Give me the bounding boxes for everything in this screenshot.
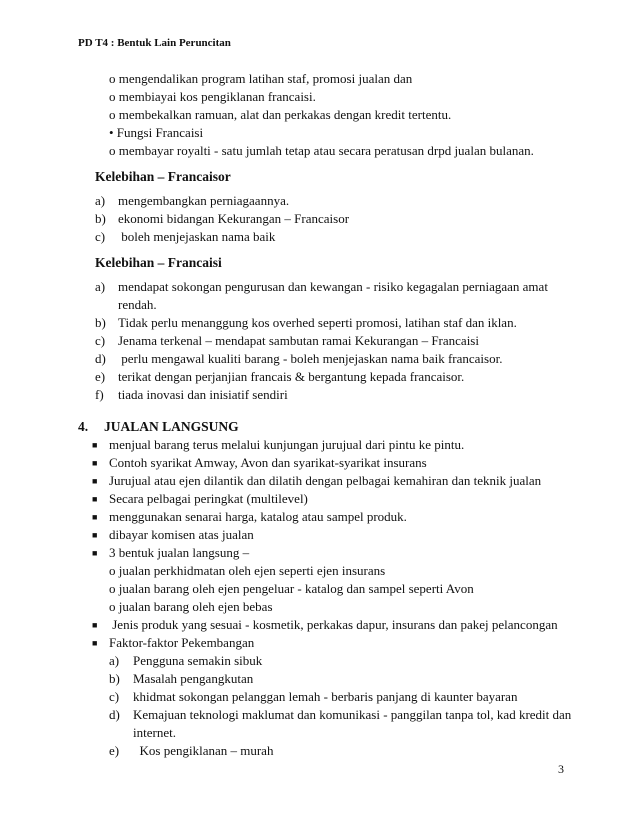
bullet-item <box>78 490 578 508</box>
list-marker: d) <box>95 351 106 366</box>
factor-item <box>78 670 578 688</box>
factor-item <box>78 688 578 706</box>
bullet-item <box>78 508 578 526</box>
sub-line: o jualan barang oleh ejen bebas <box>109 599 273 614</box>
square-bullet-icon: ■ <box>92 530 98 540</box>
list-marker: e) <box>95 369 106 384</box>
intro-line: o mengendalikan program latihan staf, promosi jualan dan <box>109 71 413 86</box>
list-item <box>78 332 578 350</box>
factor-item <box>78 652 578 670</box>
list-text: perlu mengawal kualiti barang - boleh menjejaskan nama baik francaisor. <box>118 351 503 366</box>
bullet-item <box>78 454 578 472</box>
list-marker: c) <box>95 333 106 348</box>
square-bullet-icon: ■ <box>92 548 98 558</box>
list-marker: e) <box>109 743 120 758</box>
list-text: Tidak perlu menanggung kos overhed seperti promosi, latihan staf dan iklan. <box>118 315 517 330</box>
list-item <box>78 210 578 228</box>
list-marker: f) <box>95 387 104 402</box>
list-marker: c) <box>109 689 120 704</box>
square-bullet-icon: ■ <box>92 440 98 450</box>
bullet-text: Faktor-faktor Pekembangan <box>109 635 255 650</box>
list-text-continuation: internet. <box>133 725 176 740</box>
list-item <box>78 278 578 296</box>
list-item <box>78 368 578 386</box>
bullet-text: menggunakan senarai harga, katalog atau sampel produk. <box>109 509 407 524</box>
list-item <box>78 350 578 368</box>
list-text: boleh menjejaskan nama baik <box>118 229 276 244</box>
square-bullet-icon: ■ <box>92 458 98 468</box>
list-item <box>78 386 578 404</box>
bullet-item <box>78 436 578 454</box>
bullet-text: dibayar komisen atas jualan <box>109 527 254 542</box>
list-text-continuation: rendah. <box>118 297 157 312</box>
bullet-text: Contoh syarikat Amway, Avon dan syarikat-syarikat insurans <box>109 455 427 470</box>
bullet-item <box>78 634 578 652</box>
intro-line: o membiayai kos pengiklanan francaisi. <box>109 89 316 104</box>
sub-line: o jualan perkhidmatan oleh ejen seperti ejen insurans <box>109 563 386 578</box>
list-marker: a) <box>95 193 106 208</box>
list-marker: a) <box>109 653 120 668</box>
list-text: mendapat sokongan pengurusan dan kewangan - risiko kegagalan perniagaan amat <box>118 279 548 294</box>
bullet-item <box>78 472 578 490</box>
square-bullet-icon: ■ <box>92 620 98 630</box>
bullet-text: 3 bentuk jualan langsung – <box>109 545 250 560</box>
document-body <box>78 70 578 760</box>
intro-line: o membayar royalti - satu jumlah tetap atau secara peratusan drpd jualan bulanan. <box>109 143 534 158</box>
list-text: Masalah pengangkutan <box>133 671 254 686</box>
bullet-text: menjual barang terus melalui kunjungan jurujual dari pintu ke pintu. <box>109 437 465 452</box>
list-text: terikat dengan perjanjian francais & bergantung kepada francaisor. <box>118 369 465 384</box>
list-item <box>78 228 578 246</box>
list-marker: c) <box>95 229 106 244</box>
list-marker: d) <box>109 707 120 722</box>
bullet-item <box>78 544 578 562</box>
list-marker: b) <box>95 315 106 330</box>
bullet-text: Jurujual atau ejen dilantik dan dilatih dengan pelbagai kemahiran dan teknik jualan <box>109 473 542 488</box>
list-text: Kos pengiklanan – murah <box>133 743 274 758</box>
heading-franchisee: Kelebihan – Francaisi <box>95 255 222 270</box>
list-text: Jenama terkenal – mendapat sambutan ramai Kekurangan – Francaisi <box>118 333 479 348</box>
square-bullet-icon: ■ <box>92 638 98 648</box>
list-text: Pengguna semakin sibuk <box>133 653 263 668</box>
list-item <box>78 314 578 332</box>
heading-franchisor: Kelebihan – Francaisor <box>95 169 231 184</box>
bullet-text: Jenis produk yang sesuai - kosmetik, perkakas dapur, insurans dan pakej pelancongan <box>109 617 558 632</box>
bullet-text: Secara pelbagai peringkat (multilevel) <box>109 491 308 506</box>
intro-line: • Fungsi Francaisi <box>109 125 204 140</box>
sub-line: o jualan barang oleh ejen pengeluar - katalog dan sampel seperti Avon <box>109 581 474 596</box>
list-marker: b) <box>95 211 106 226</box>
page-number: 3 <box>558 762 564 776</box>
square-bullet-icon: ■ <box>92 476 98 486</box>
square-bullet-icon: ■ <box>92 512 98 522</box>
page-header: PD T4 : Bentuk Lain Peruncitan <box>78 37 231 49</box>
list-marker: a) <box>95 279 106 294</box>
list-text: Kemajuan teknologi maklumat dan komunikasi - panggilan tanpa tol, kad kredit dan <box>133 707 572 722</box>
list-text: ekonomi bidangan Kekurangan – Francaisor <box>118 211 350 226</box>
bullet-item <box>78 526 578 544</box>
square-bullet-icon: ■ <box>92 494 98 504</box>
section-heading <box>78 418 578 436</box>
list-text: mengembangkan perniagaannya. <box>118 193 290 208</box>
factor-item <box>78 706 578 724</box>
section-title: JUALAN LANGSUNG <box>104 419 239 434</box>
factor-item <box>78 742 578 760</box>
list-marker: b) <box>109 671 120 686</box>
list-text: khidmat sokongan pelanggan lemah - berbaris panjang di kaunter bayaran <box>133 689 518 704</box>
list-item <box>78 192 578 210</box>
list-text: tiada inovasi dan inisiatif sendiri <box>118 387 288 402</box>
bullet-item <box>78 616 578 634</box>
section-number: 4. <box>78 419 89 434</box>
intro-line: o membekalkan ramuan, alat dan perkakas dengan kredit tertentu. <box>109 107 452 122</box>
